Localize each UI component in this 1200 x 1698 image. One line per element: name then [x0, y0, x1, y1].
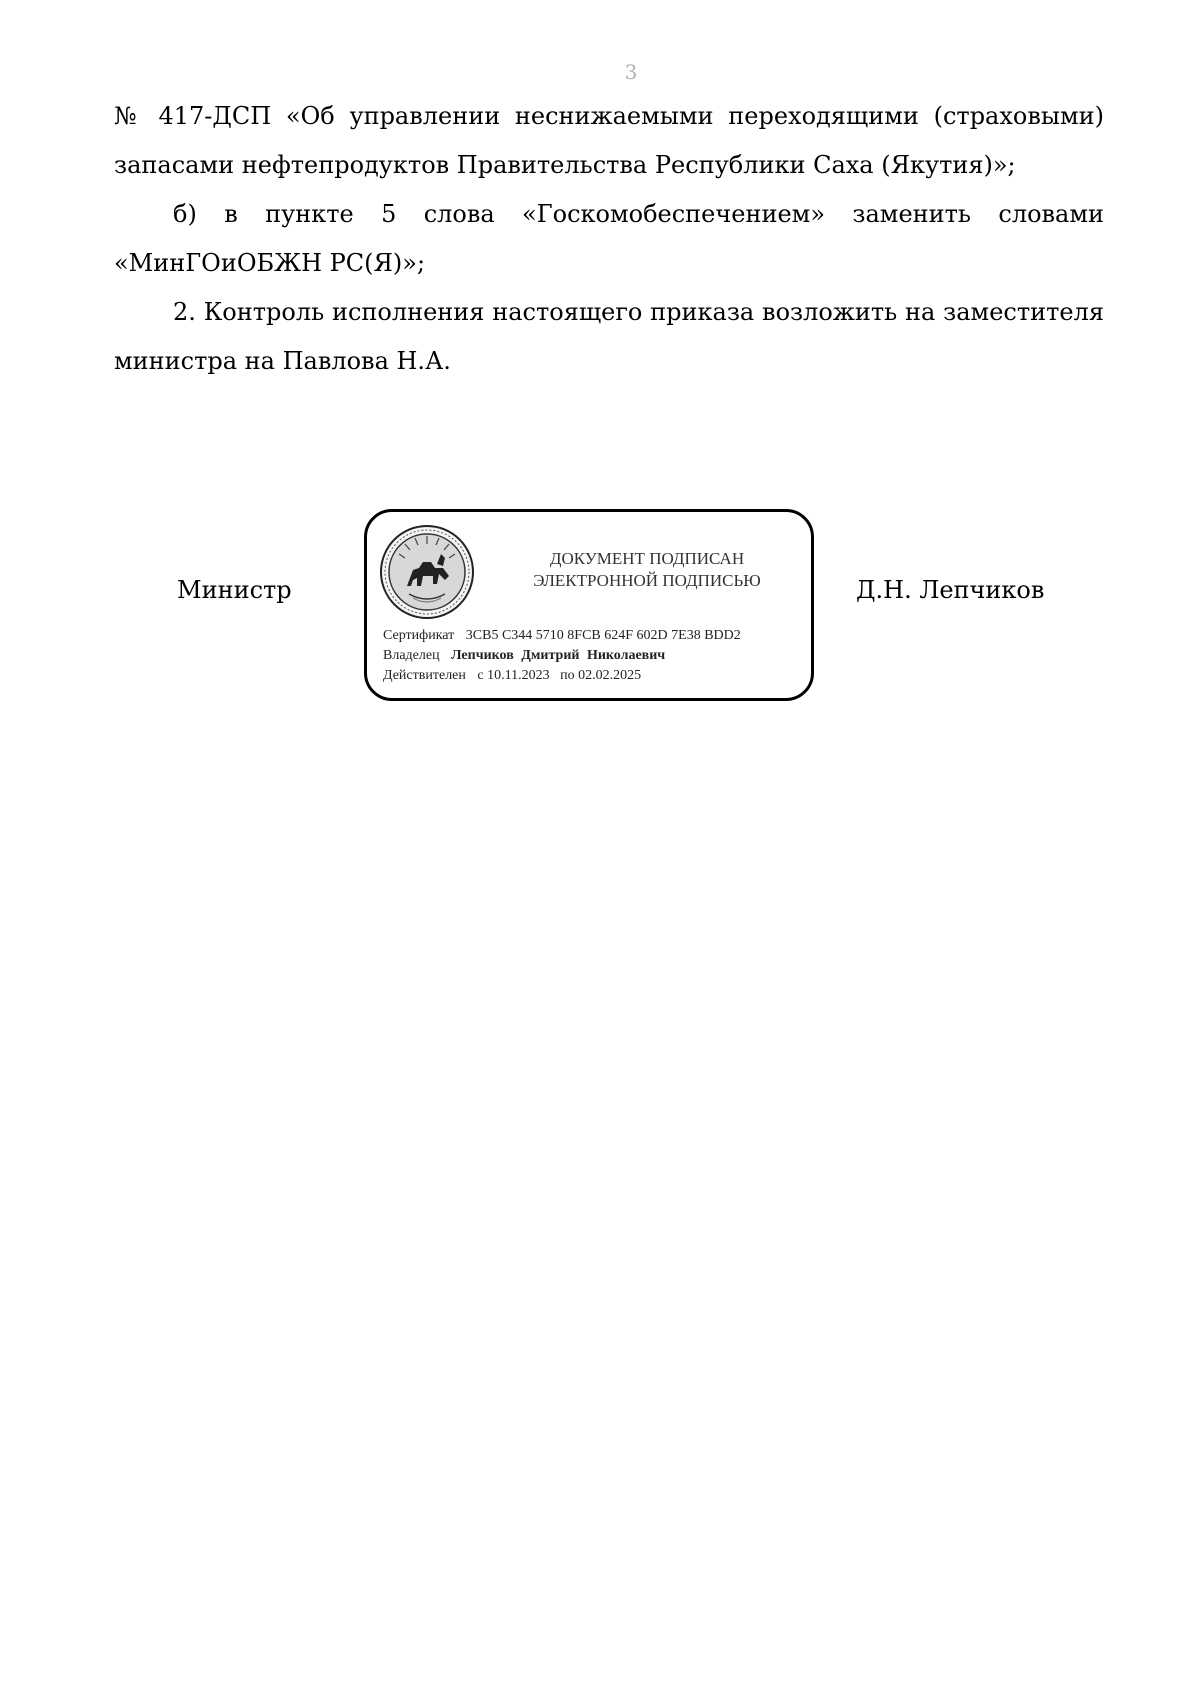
- document-body: [114, 92, 1104, 386]
- paragraph-item-b: б) в пункте 5 слова «Госкомобеспечением» заменить словами «МинГОиОБЖН РС(Я)»;: [114, 200, 1104, 277]
- owner-line: [383, 646, 803, 666]
- owner-value: Лепчиков Дмитрий Николаевич: [451, 648, 666, 663]
- certificate-label: Сертификат: [383, 628, 455, 643]
- valid-to-prefix: по: [560, 668, 575, 683]
- stamp-details: [383, 626, 803, 686]
- paragraph-continuation: № 417-ДСП «Об управлении неснижаемыми переходящими (страховыми) запасами нефтепродуктов Правительства Республики Саха (Якутия)»;: [114, 102, 1104, 179]
- paragraph-item-2: 2. Контроль исполнения настоящего приказа возложить на заместителя министра на Павлова Н.А.: [114, 298, 1104, 375]
- valid-from-date: 10.11.2023: [487, 668, 550, 683]
- page-number: 3: [624, 60, 638, 84]
- certificate-value: 3CB5 C344 5710 8FCB 624F 602D 7E38 BDD2: [465, 628, 741, 643]
- stamp-heading-line2: ЭЛЕКТРОННОЙ ПОДПИСЬЮ: [533, 571, 761, 590]
- electronic-signature-stamp: [364, 509, 814, 701]
- valid-to-date: 02.02.2025: [578, 668, 642, 683]
- signatory-name: Д.Н. Лепчиков: [856, 576, 1045, 604]
- stamp-heading-line1: ДОКУМЕНТ ПОДПИСАН: [549, 549, 745, 568]
- valid-from-prefix: с: [477, 668, 484, 683]
- valid-label: Действителен: [383, 668, 466, 683]
- validity-line: [383, 666, 803, 686]
- coat-of-arms-icon: [379, 524, 475, 620]
- owner-label: Владелец: [383, 648, 440, 663]
- stamp-heading: [487, 548, 807, 592]
- certificate-line: [383, 626, 803, 646]
- signatory-title: Министр: [177, 576, 292, 604]
